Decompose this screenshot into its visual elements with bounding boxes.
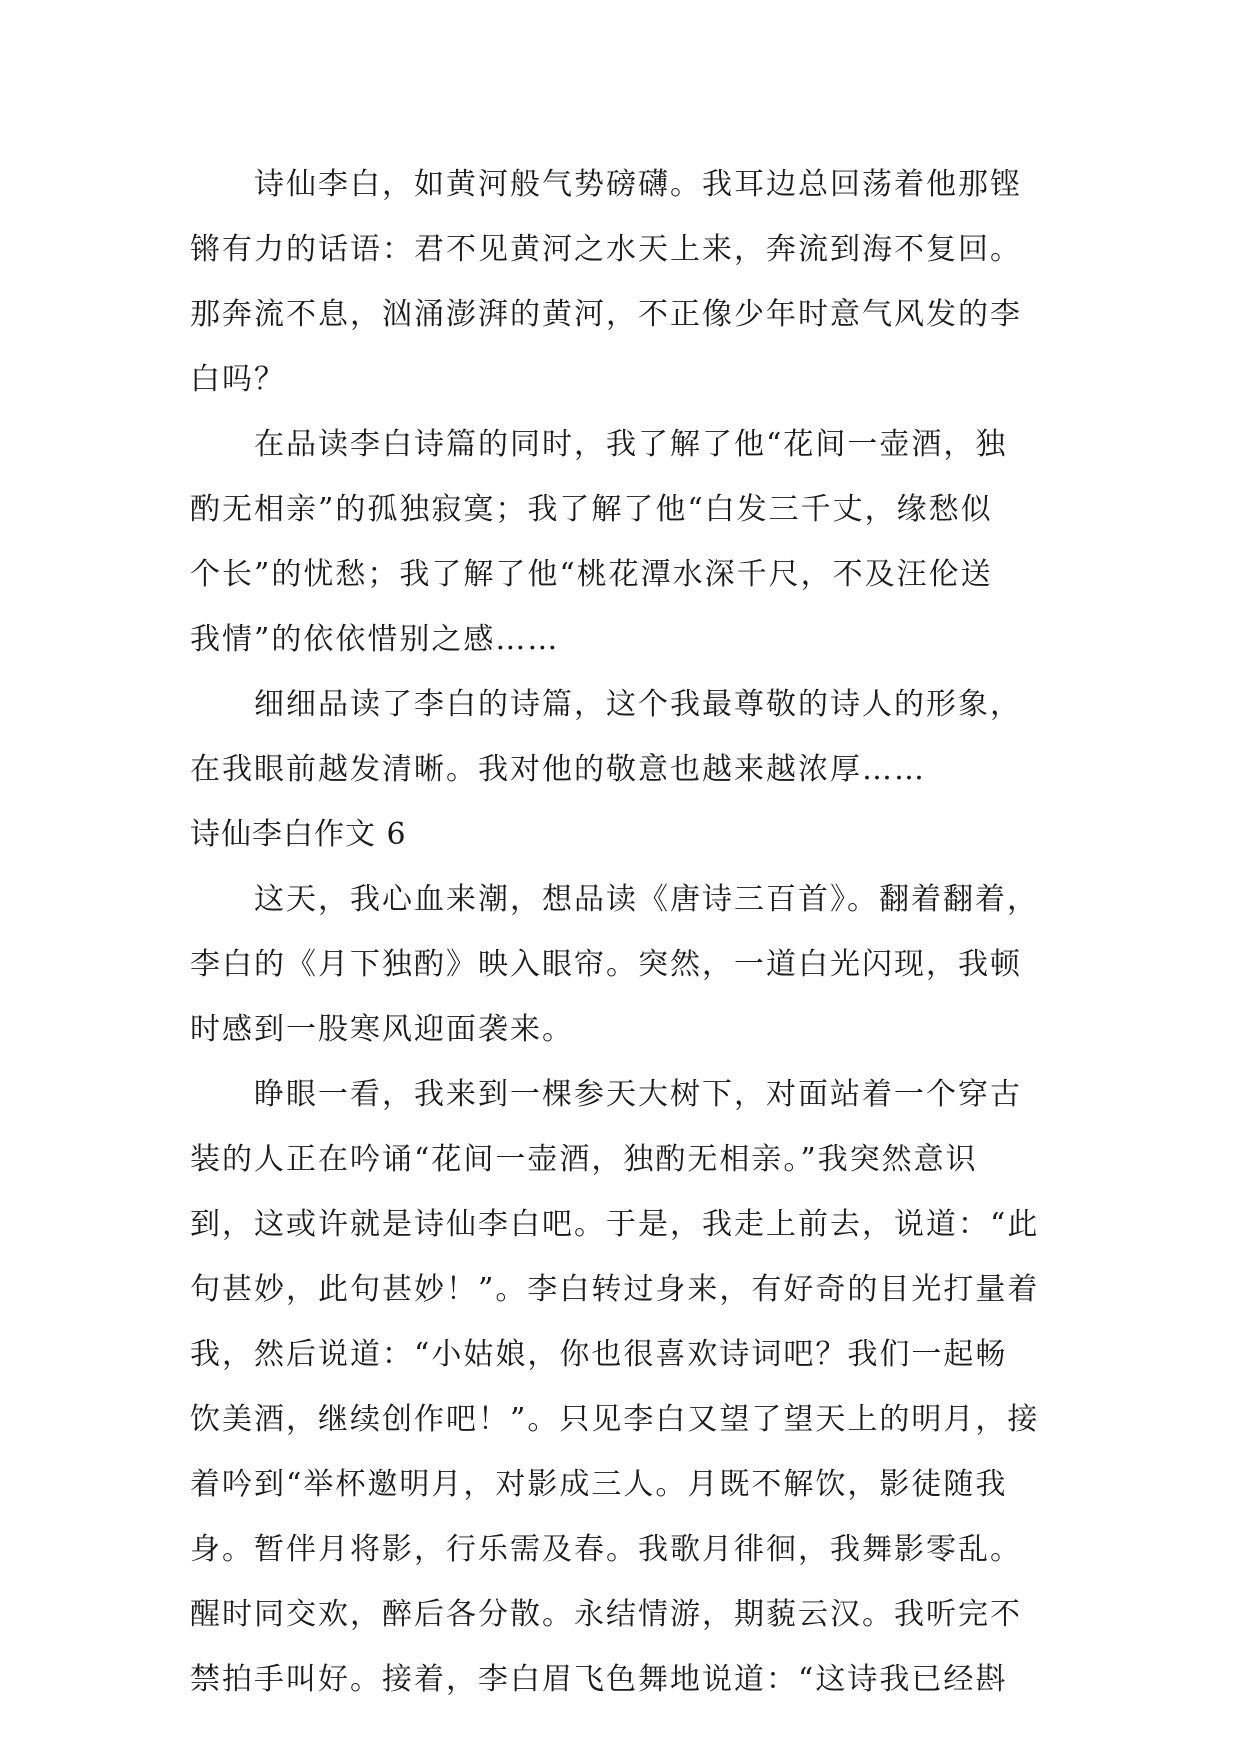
text-line: 到，这或许就是诗仙李白吧。于是，我走上前去，说道：“此 (190, 1207, 1040, 1242)
text-line: 句甚妙，此句甚妙！”。李白转过身来，有好奇的目光打量着 (190, 1272, 1040, 1307)
text-line: 李白的《月下独酌》映入眼帘。突然，一道白光闪现，我顿 (190, 947, 1022, 982)
text-line: 锵有力的话语：君不见黄河之水天上来，奔流到海不复回。 (190, 232, 1022, 267)
text-line: 饮美酒，继续创作吧！”。只见李白又望了望天上的明月，接 (190, 1402, 1040, 1437)
text-line: 诗仙李白，如黄河般气势磅礴。我耳边总回荡着他那铿 (254, 167, 1022, 202)
text-line: 时感到一股寒风迎面袭来。 (190, 1012, 574, 1047)
section-heading: 诗仙李白作文 6 (190, 817, 407, 852)
text-line: 那奔流不息，汹涌澎湃的黄河，不正像少年时意气风发的李 (190, 297, 1022, 332)
essay-body (190, 152, 1070, 1712)
text-line: 在我眼前越发清晰。我对他的敬意也越来越浓厚…… (190, 752, 926, 787)
text-line: 这天，我心血来潮，想品读《唐诗三百首》。翻着翻着， (254, 882, 1039, 917)
text-line: 禁拍手叫好。接着，李白眉飞色舞地说道：“这诗我已经斟 (190, 1662, 1008, 1697)
text-line: 着吟到“举杯邀明月，对影成三人。月既不解饮，影徒随我 (190, 1467, 1008, 1502)
text-line: 个长”的忧愁；我了解了他“桃花潭水深千尺，不及汪伦送 (190, 557, 993, 592)
text-line: 我，然后说道：“小姑娘，你也很喜欢诗词吧？我们一起畅 (190, 1337, 1008, 1372)
text-line: 身。暂伴月将影，行乐需及春。我歌月徘徊，我舞影零乱。 (190, 1532, 1022, 1567)
text-line: 细细品读了李白的诗篇，这个我最尊敬的诗人的形象， (254, 687, 1022, 722)
text-line: 醒时同交欢，醉后各分散。永结情游，期藐云汉。我听完不 (190, 1597, 1022, 1632)
text-line: 我情”的依依惜别之感…… (190, 622, 560, 657)
text-line: 白吗？ (190, 362, 286, 397)
text-line: 酌无相亲”的孤独寂寞；我了解了他“白发三千丈，缘愁似 (190, 492, 993, 527)
text-line: 装的人正在吟诵“花间一壶酒，独酌无相亲。”我突然意识 (190, 1142, 978, 1177)
text-line: 睁眼一看，我来到一棵参天大树下，对面站着一个穿古 (254, 1077, 1022, 1112)
text-line: 在品读李白诗篇的同时，我了解了他“花间一壶酒，独 (254, 427, 1008, 462)
